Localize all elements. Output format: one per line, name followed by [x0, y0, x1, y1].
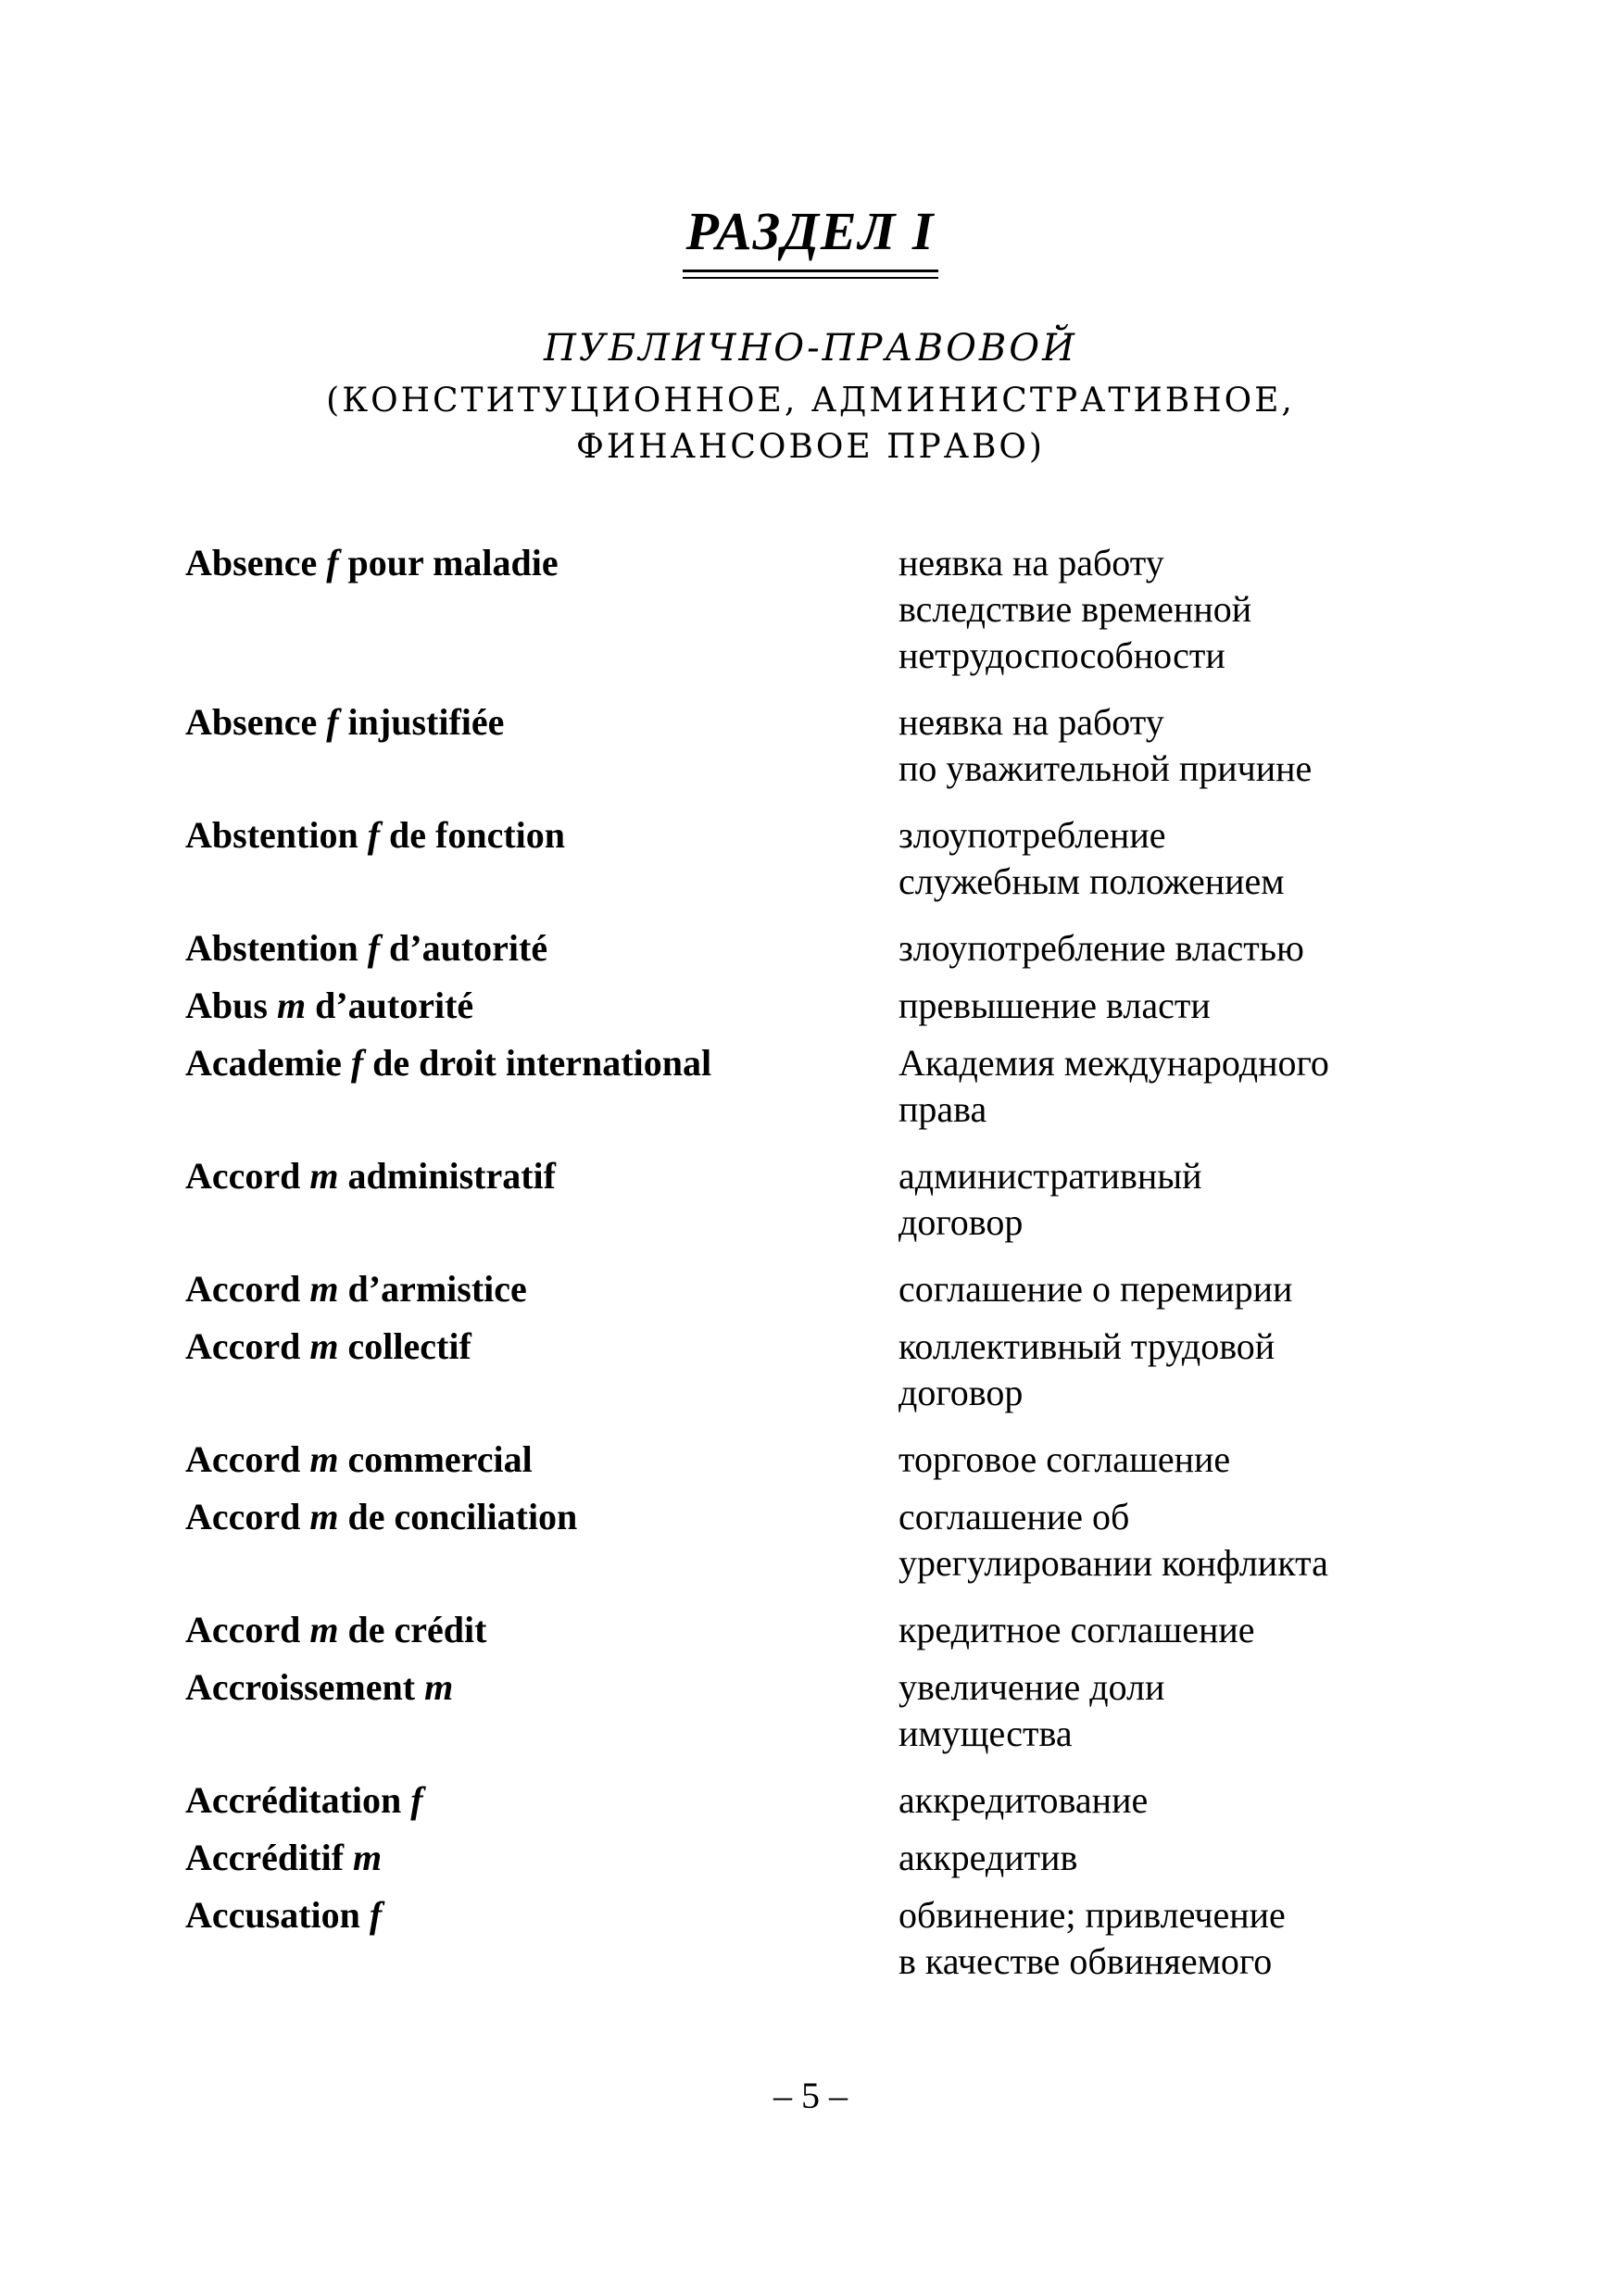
term-rest: d’autorité — [315, 985, 474, 1026]
entry-translation — [898, 1494, 1473, 1587]
entry-term — [185, 1324, 898, 1370]
term-rest: de droit international — [372, 1042, 712, 1084]
dictionary-entry — [185, 699, 1473, 792]
section-subtitle: ПУБЛИЧНО-ПРАВОВОЙ — [544, 327, 1077, 370]
term-word: Accord — [185, 1438, 301, 1480]
dictionary-entry — [185, 1777, 1473, 1824]
entry-term — [185, 1664, 898, 1711]
term-gender: f — [326, 701, 339, 743]
translation-line: урегулировании конфликта — [898, 1542, 1328, 1584]
translation-line: злоупотребление властью — [898, 927, 1304, 969]
entry-translation — [898, 1153, 1473, 1246]
translation-line: коллективный трудовой — [898, 1325, 1275, 1367]
term-gender: m — [424, 1666, 454, 1708]
entry-term — [185, 983, 898, 1029]
dictionary-entry — [185, 1835, 1473, 1881]
translation-line: торговое соглашение — [898, 1438, 1231, 1480]
term-word: Academie — [185, 1042, 342, 1084]
entry-term — [185, 1835, 898, 1881]
entry-term — [185, 1153, 898, 1199]
dictionary-entry — [185, 1324, 1473, 1416]
section-subtitle-line-1: (КОНСТИТУЦИОННОЕ, АДМИНИСТРАТИВНОЕ, — [326, 382, 1295, 420]
term-gender: f — [367, 814, 381, 856]
dictionary-entries — [185, 540, 1473, 1985]
entry-translation — [898, 1437, 1473, 1483]
term-gender: m — [309, 1438, 339, 1480]
entry-term — [185, 1437, 898, 1483]
entry-term — [185, 1266, 898, 1312]
term-gender: f — [410, 1779, 423, 1821]
term-gender: m — [309, 1268, 339, 1310]
translation-line: соглашение о перемирии — [898, 1268, 1293, 1310]
term-word: Accord — [185, 1268, 301, 1310]
dictionary-entry — [185, 1153, 1473, 1246]
term-gender: m — [309, 1325, 339, 1367]
term-gender: f — [326, 542, 339, 583]
entry-term — [185, 699, 898, 746]
translation-line: нетрудоспособности — [898, 634, 1225, 676]
dictionary-entry — [185, 925, 1473, 972]
term-rest: de crédit — [347, 1609, 487, 1650]
entry-term — [185, 540, 898, 586]
term-gender: m — [309, 1609, 339, 1650]
translation-line: неявка на работу — [898, 701, 1164, 743]
term-gender: m — [309, 1155, 339, 1197]
entry-translation — [898, 1892, 1473, 1985]
translation-line: злоупотребление — [898, 814, 1166, 856]
dictionary-entry — [185, 1607, 1473, 1653]
entry-translation — [898, 1777, 1473, 1824]
entry-translation — [898, 699, 1473, 792]
term-word: Abus — [185, 985, 268, 1026]
entry-translation — [898, 1607, 1473, 1653]
term-word: Accusation — [185, 1894, 360, 1936]
term-gender: m — [309, 1496, 339, 1537]
entry-term — [185, 1040, 898, 1086]
entry-translation — [898, 925, 1473, 972]
translation-line: договор — [898, 1201, 1024, 1243]
translation-line: по уважительной причине — [898, 747, 1313, 789]
entry-translation — [898, 812, 1473, 905]
term-word: Abstention — [185, 927, 358, 969]
term-gender: m — [276, 985, 307, 1026]
entry-term — [185, 1777, 898, 1824]
translation-line: договор — [898, 1372, 1024, 1413]
translation-line: увеличение доли — [898, 1666, 1165, 1708]
term-rest: de conciliation — [347, 1496, 578, 1537]
term-rest: commercial — [347, 1438, 533, 1480]
term-gender: f — [367, 927, 381, 969]
dictionary-entry — [185, 1664, 1473, 1757]
dictionary-entry — [185, 983, 1473, 1029]
term-word: Accréditif — [185, 1837, 345, 1878]
dictionary-entry — [185, 812, 1473, 905]
entry-translation — [898, 983, 1473, 1029]
term-rest: collectif — [347, 1325, 471, 1367]
term-rest: d’armistice — [347, 1268, 527, 1310]
entry-term — [185, 1607, 898, 1653]
term-word: Accord — [185, 1496, 301, 1537]
term-rest: pour maladie — [347, 542, 559, 583]
term-rest: d’autorité — [389, 927, 548, 969]
page-number: – 5 – — [773, 2075, 848, 2116]
entry-term — [185, 1892, 898, 1938]
dictionary-entry — [185, 1040, 1473, 1133]
dictionary-entry — [185, 1892, 1473, 1985]
term-word: Accord — [185, 1609, 301, 1650]
term-word: Abstention — [185, 814, 358, 856]
translation-line: кредитное соглашение — [898, 1609, 1255, 1650]
entry-translation — [898, 1040, 1473, 1133]
term-gender: f — [369, 1894, 383, 1936]
term-word: Accroissement — [185, 1666, 416, 1708]
section-subtitle-line-2: ФИНАНСОВОЕ ПРАВО) — [576, 428, 1045, 466]
entry-term — [185, 812, 898, 859]
translation-line: служебным положением — [898, 860, 1285, 902]
dictionary-entry — [185, 540, 1473, 679]
term-gender: f — [350, 1042, 364, 1084]
entry-translation — [898, 540, 1473, 679]
term-rest: injustifiée — [347, 701, 505, 743]
translation-line: аккредитив — [898, 1837, 1078, 1878]
section-title: РАЗДЕЛ I — [683, 199, 939, 272]
translation-line: вследствие временной — [898, 588, 1252, 630]
entry-translation — [898, 1266, 1473, 1312]
term-word: Accréditation — [185, 1779, 402, 1821]
dictionary-entry — [185, 1437, 1473, 1483]
dictionary-entry — [185, 1266, 1473, 1312]
term-word: Absence — [185, 542, 318, 583]
translation-line: в качестве обвиняемого — [898, 1940, 1273, 1982]
term-word: Absence — [185, 701, 318, 743]
entry-translation — [898, 1835, 1473, 1881]
translation-line: неявка на работу — [898, 542, 1164, 583]
translation-line: имущества — [898, 1713, 1073, 1754]
translation-line: соглашение об — [898, 1496, 1130, 1537]
entry-translation — [898, 1324, 1473, 1416]
translation-line: административный — [898, 1155, 1202, 1197]
entry-term — [185, 925, 898, 972]
term-word: Accord — [185, 1155, 301, 1197]
translation-line: обвинение; привлечение — [898, 1894, 1286, 1936]
translation-line: аккредитование — [898, 1779, 1149, 1821]
term-gender: m — [353, 1837, 383, 1878]
term-word: Accord — [185, 1325, 301, 1367]
term-rest: de fonction — [389, 814, 566, 856]
translation-line: Академия международного — [898, 1042, 1329, 1084]
section-heading — [0, 199, 1621, 272]
entry-translation — [898, 1664, 1473, 1757]
entry-term — [185, 1494, 898, 1540]
translation-line: превышение власти — [898, 985, 1211, 1026]
term-rest: administratif — [347, 1155, 556, 1197]
dictionary-entry — [185, 1494, 1473, 1587]
translation-line: права — [898, 1088, 987, 1130]
